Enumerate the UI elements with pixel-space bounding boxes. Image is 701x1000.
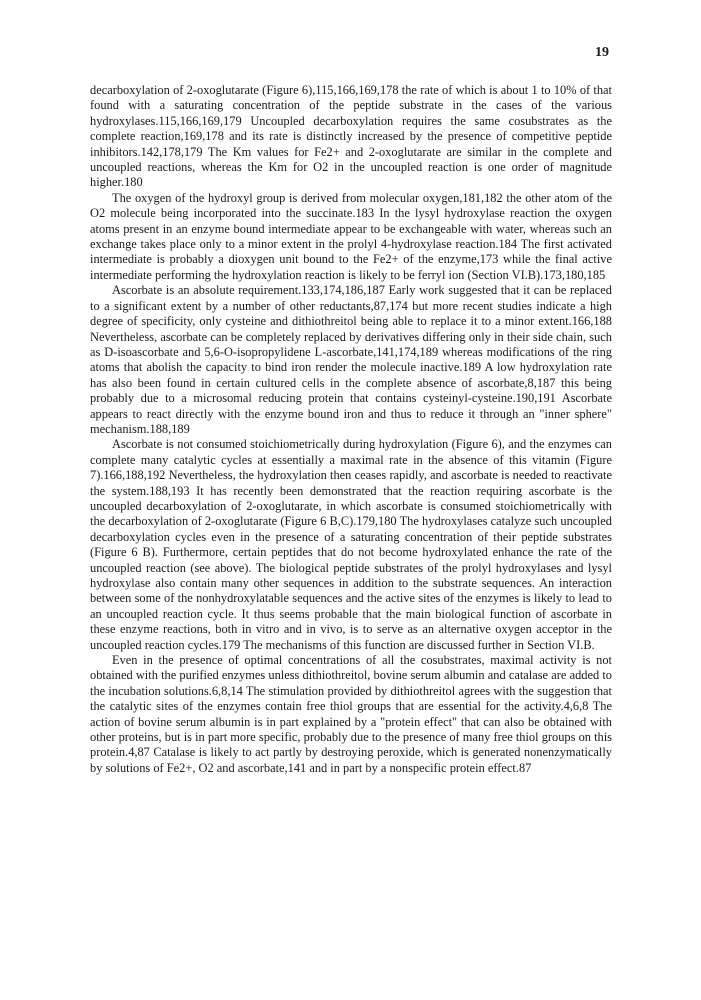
- paragraph-uncoupled-decarboxylation: decarboxylation of 2-oxoglutarate (Figure 6),115,166,169,178 the rate of which is about 1 to 10% of that found with a saturating concentration of the peptide substrate in the cases of the various hydroxylases.115,166,169,179 Uncoupled decarboxylation requires the same cosubstrates as the complete reaction,169,178 and its rate is distinctly increased by the presence of competitive peptide inhibitors.142,178,179 The Km values for Fe2+ and 2-oxoglutarate are similar in the complete and uncoupled reactions, whereas the Km for O2 in the uncoupled reaction is one order of magnitude higher.180: [90, 83, 612, 190]
- paragraph-ascorbate-requirement: Ascorbate is an absolute requirement.133,174,186,187 Early work suggested that it can be replaced to a significant extent by a number of other reductants,87,174 but more recent studies indicate a high degree of specificity, only cysteine and dithiothreitol being able to replace it to a minor extent.166,188 Nevertheless, ascorbate can be completely replaced by derivatives differing only in their side chain, such as D-isoascorbate and 5,6-O-isopropylidene L-ascorbate,141,174,189 whereas modifications of the ring atoms that abolish the capacity to bind iron render the molecule inactive.189 A low hydroxylation rate has also been found in certain cultured cells in the complete absence of ascorbate,8,187 this being probably due to a microsomal reducing protein that contains cysteinyl-cysteine.190,191 Ascorbate appears to react directly with the enzyme bound iron and thus to reduce it through an "inner sphere" mechanism.188,189: [90, 283, 612, 436]
- page-number: 19: [595, 45, 609, 60]
- body-text: [90, 83, 612, 776]
- paragraph-ascorbate-consumption: Ascorbate is not consumed stoichiometrically during hydroxylation (Figure 6), and the enzymes can complete many catalytic cycles at essentially a maximal rate in the absence of this vitamin (Figure 7).166,188,192 Nevertheless, the hydroxylation then ceases rapidly, and ascorbate is needed to reactivate the system.188,193 It has recently been demonstrated that the reaction requiring ascorbate is the uncoupled decarboxylation of 2-oxoglutarate, in which ascorbate is consumed stoichiometrically with the decarboxylation of 2-oxoglutarate (Figure 6 B,C).179,180 The hydroxylases catalyze such uncoupled decarboxylation cycles even in the presence of a saturating concentration of their peptide substrates (Figure 6 B). Furthermore, certain peptides that do not become hydroxylated enhance the rate of the uncoupled reaction (see above). The biological peptide substrates of the prolyl hydroxylases and lysyl hydroxylase also contain many other sequences in addition to the substrate sequences. An interaction between some of the nonhydroxylatable sequences and the active sites of the enzymes is likely to lead to an uncoupled reaction cycle. It thus seems probable that the main biological function of ascorbate in these enzyme reactions, both in vitro and in vivo, is to serve as an alternative oxygen acceptor in the uncoupled reaction cycles.179 The mechanisms of this function are discussed further in Section VI.B.: [90, 437, 612, 652]
- paragraph-enzyme-stimulation: Even in the presence of optimal concentrations of all the cosubstrates, maximal activity is not obtained with the purified enzymes unless dithiothreitol, bovine serum albumin and catalase are added to the incubation solutions.6,8,14 The stimulation provided by dithiothreitol agrees with the suggestion that the catalytic sites of the enzymes contain free thiol groups that are essential for the activity.4,6,8 The action of bovine serum albumin is in part explained by a "protein effect" that can also be obtained with other proteins, but is in part more specific, probably due to the presence of many free thiol groups on this protein.4,87 Catalase is likely to act partly by destroying peroxide, which is generated nonenzymatically by solutions of Fe2+, O2 and ascorbate,141 and in part by a nonspecific protein effect.87: [90, 653, 612, 775]
- paragraph-oxygen-source: The oxygen of the hydroxyl group is derived from molecular oxygen,181,182 the other atom of the O2 molecule being incorporated into the succinate.183 In the lysyl hydroxylase reaction the oxygen atoms present in an enzyme bound intermediate appear to be exchangeable with water, whereas such an exchange takes place only to a minor extent in the prolyl 4-hydroxylase reaction.184 The first activated intermediate is probably a dioxygen unit bound to the Fe2+ of the enzyme,173 while the final active intermediate performing the hydroxylation reaction is likely to be ferryl ion (Section VI.B).173,180,185: [90, 190, 612, 282]
